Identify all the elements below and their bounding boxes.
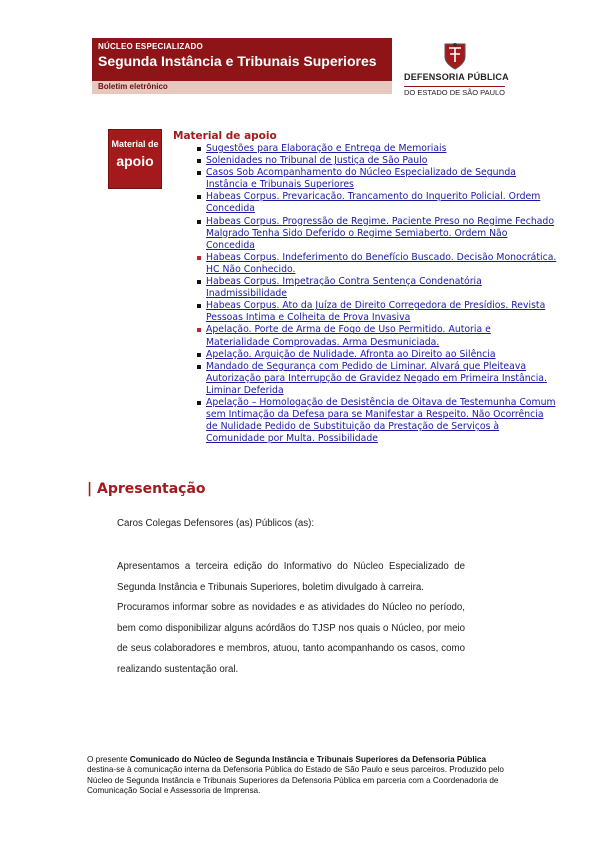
bullet-icon bbox=[197, 256, 201, 260]
bullet-icon bbox=[197, 147, 201, 151]
apresentacao-body bbox=[117, 557, 465, 680]
material-badge bbox=[108, 129, 162, 189]
bullet-icon bbox=[197, 159, 201, 163]
paragraph-2: Procuramos informar sobre as novidades e as atividades do Núcleo no período, bem como disponibilizar alguns acórdãos do TJSP nos quais o Núcleo, por meio de seus colaboradores e membros, atuou, tanto acompanhando os casos, como realizando sustentação oral. bbox=[117, 602, 465, 675]
material-link[interactable]: Habeas Corpus. Indeferimento do Benefício Buscado. Decisão Monocrática. HC Não Conhecido. bbox=[206, 251, 557, 275]
bullet-icon bbox=[197, 304, 201, 308]
material-link[interactable]: Habeas Corpus. Progressão de Regime. Paciente Preso no Regime Fechado Malgrado Tenha Sido Deferido o Regime Semiaberto. Ordem Não Concedida bbox=[206, 215, 555, 251]
material-link[interactable]: Habeas Corpus. Ato da Juíza de Direito Corregedora de Presídios. Revista Pessoas Intima e Colheita de Prova Invasiva bbox=[206, 300, 546, 324]
badge-line-2: apoio bbox=[116, 153, 154, 169]
defensoria-seal-icon bbox=[442, 42, 468, 70]
material-list-item bbox=[197, 300, 557, 324]
material-link[interactable]: Sugestões para Elaboração e Entrega de Memoriais bbox=[206, 143, 447, 154]
material-list-item bbox=[197, 216, 557, 252]
badge-line-1: Material de bbox=[111, 139, 159, 149]
paragraph-1: Apresentamos a terceira edição do Informativo do Núcleo Especializado de Segunda Instância e Tribunais Superiores, boletim divulgado à carreira. bbox=[117, 561, 465, 593]
material-link[interactable]: Apelação – Homologação de Desistência de Oitava de Testemunha Comum sem Intimação da Defesa para se Manifestar a Respeito. Não Ocorrência de Nulidade Pedido de Substituição da Prestação de Serviços à Comunidade por Multa. Possibilidade bbox=[206, 396, 556, 445]
footer-note bbox=[87, 755, 517, 797]
material-link[interactable]: Casos Sob Acompanhamento do Núcleo Especializado de Segunda Instância e Tribunais Superiores bbox=[206, 167, 517, 191]
defensoria-logo bbox=[404, 72, 514, 100]
apresentacao-heading: | Apresentação bbox=[87, 481, 206, 497]
material-link[interactable]: Apelação. Porte de Arma de Fogo de Uso Permitido. Autoria e Materialidade Comprovadas. Arma Desmuniciada. bbox=[206, 324, 491, 348]
material-list-item bbox=[197, 397, 557, 445]
material-link[interactable]: Mandado de Segurança com Pedido de Liminar. Alvará que Pleiteava Autorização para Interrupção de Gravidez Negado em Primeira Instância. Liminar Deferida bbox=[206, 360, 547, 396]
material-list-item bbox=[197, 143, 557, 155]
material-list-item bbox=[197, 191, 557, 215]
header-banner bbox=[92, 38, 392, 94]
bullet-icon bbox=[197, 328, 201, 332]
logo-line-2: DO ESTADO DE SÃO PAULO bbox=[404, 88, 505, 97]
material-list-item bbox=[197, 155, 557, 167]
material-link[interactable]: Habeas Corpus. Prevaricação. Trancamento do Inquerito Policial. Ordem Concedida bbox=[206, 191, 541, 215]
material-link[interactable]: Apelação. Arguição de Nulidade. Afronta ao Direito ao Silência bbox=[206, 348, 496, 360]
material-list-item bbox=[197, 324, 557, 348]
bullet-icon bbox=[197, 353, 201, 357]
bullet-icon bbox=[197, 220, 201, 224]
footer-prefix: O presente bbox=[87, 755, 130, 764]
bullet-icon bbox=[197, 171, 201, 175]
bullet-icon bbox=[197, 280, 201, 284]
material-list-item bbox=[197, 349, 557, 361]
material-link[interactable]: Solenidades no Tribunal de Justiça de São Paulo bbox=[206, 155, 428, 167]
header-kicker: NÚCLEO ESPECIALIZADO bbox=[98, 42, 203, 51]
header-title: Segunda Instância e Tribunais Superiores bbox=[98, 53, 377, 69]
material-list-item bbox=[197, 167, 557, 191]
bullet-icon bbox=[197, 401, 201, 405]
material-heading: Material de apoio bbox=[173, 130, 277, 142]
material-link[interactable]: Habeas Corpus. Impetração Contra Sentença Condenatória Inadmissibilidade bbox=[206, 276, 482, 300]
header-subtitle-bar bbox=[92, 81, 392, 94]
greeting: Caros Colegas Defensores (as) Públicos (as): bbox=[117, 518, 315, 529]
material-list-item bbox=[197, 252, 557, 276]
material-list-item bbox=[197, 361, 557, 397]
logo-line-1: DEFENSORIA PÚBLICA bbox=[404, 72, 509, 82]
header-subtitle: Boletim eletrônico bbox=[98, 82, 168, 91]
material-link-list bbox=[197, 143, 557, 445]
bullet-icon bbox=[197, 195, 201, 199]
footer-bold: Comunicado do Núcleo de Segunda Instância e Tribunais Superiores da Defensoria Pública bbox=[129, 755, 487, 764]
bullet-icon bbox=[197, 365, 201, 369]
material-list-item bbox=[197, 276, 557, 300]
footer-rest: destina-se à comunicação interna da Defensoria Pública do Estado de São Paulo e seus parceiros. Produzido pelo Núcleo de Segunda Instância e Tribunais Superiores da Defensoria Pública em parceria com a Coordenadoria de Comunicação Social e Assessoria de Imprensa. bbox=[87, 765, 504, 796]
